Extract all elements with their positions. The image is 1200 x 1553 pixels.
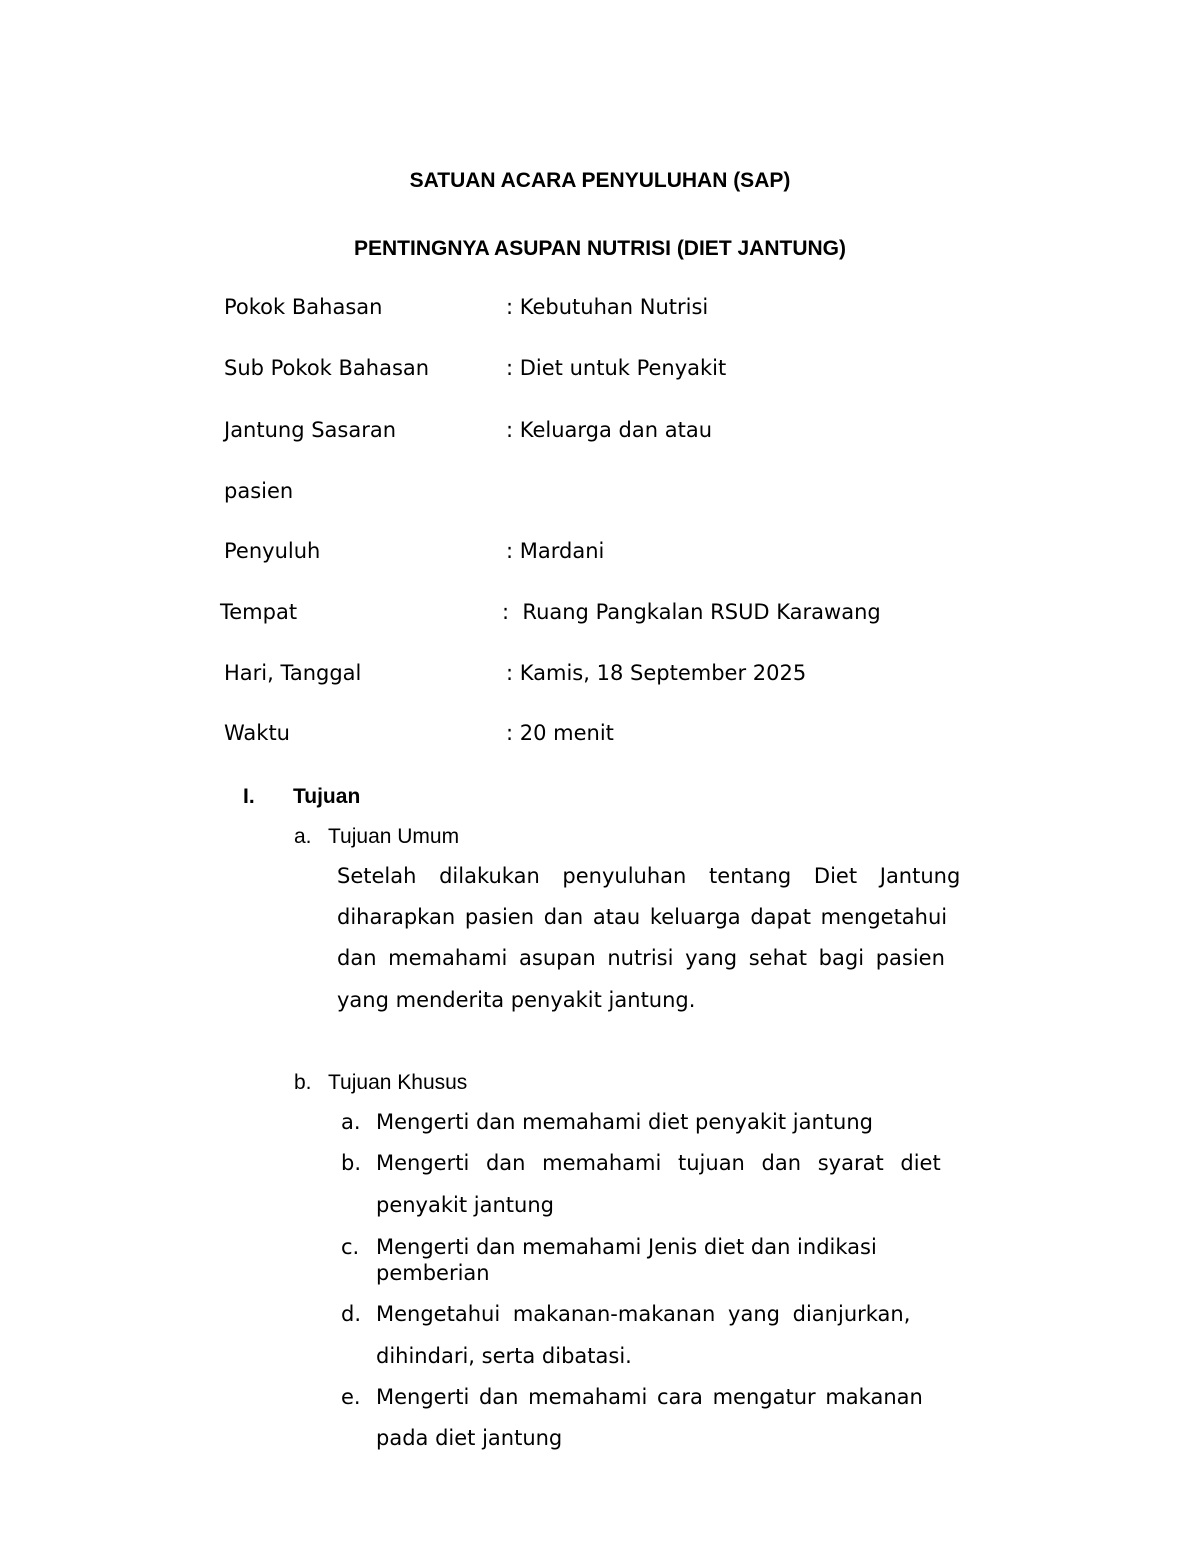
document-subtitle: PENTINGNYA ASUPAN NUTRISI (DIET JANTUNG) xyxy=(354,237,846,260)
umum-line-3: dan memahami asupan nutrisi yang sehat bagi pasien xyxy=(337,946,945,970)
info-label-pasien: pasien xyxy=(224,479,294,503)
khusus-item-e-marker: e. xyxy=(341,1385,361,1409)
khusus-marker: b. xyxy=(294,1071,312,1094)
khusus-item-a-line-1: Mengerti dan memahami diet penyakit jantung xyxy=(376,1110,873,1134)
khusus-item-e-line-1: Mengerti dan memahami cara mengatur makanan xyxy=(376,1385,923,1409)
khusus-item-a-marker: a. xyxy=(341,1110,361,1134)
section-title: Tujuan xyxy=(293,785,361,808)
khusus-title: Tujuan Khusus xyxy=(328,1071,468,1094)
info-value-hari-tanggal: : Kamis, 18 September 2025 xyxy=(506,661,807,685)
khusus-item-c-line-1: Mengerti dan memahami Jenis diet dan indikasi xyxy=(376,1235,877,1259)
section-numeral: I. xyxy=(243,785,255,808)
umum-title: Tujuan Umum xyxy=(328,825,460,848)
info-label-penyuluh: Penyuluh xyxy=(224,539,321,563)
umum-marker: a. xyxy=(294,825,312,848)
info-value-sasaran: : Keluarga dan atau xyxy=(506,418,713,442)
khusus-item-b-marker: b. xyxy=(341,1151,362,1175)
info-value-penyuluh: : Mardani xyxy=(506,539,605,563)
umum-line-2: diharapkan pasien dan atau keluarga dapat mengetahui xyxy=(337,905,948,929)
info-value-waktu: : 20 menit xyxy=(506,721,614,745)
document-title: SATUAN ACARA PENYULUHAN (SAP) xyxy=(409,169,791,192)
info-label-waktu: Waktu xyxy=(224,721,290,745)
info-value-tempat: : Ruang Pangkalan RSUD Karawang xyxy=(502,600,881,624)
umum-line-1 xyxy=(337,864,1032,888)
info-label-hari-tanggal: Hari, Tanggal xyxy=(224,661,362,685)
info-label-pokok-bahasan: Pokok Bahasan xyxy=(224,295,383,319)
info-label-tempat: Tempat xyxy=(220,600,298,624)
khusus-item-c-line-2: pemberian xyxy=(376,1261,490,1285)
khusus-item-d-marker: d. xyxy=(341,1302,362,1326)
khusus-item-d-line-2: dihindari, serta dibatasi. xyxy=(376,1344,632,1368)
info-value-sub-pokok-bahasan: : Diet untuk Penyakit xyxy=(506,356,727,380)
info-value-pokok-bahasan: : Kebutuhan Nutrisi xyxy=(506,295,709,319)
umum-line-4: yang menderita penyakit jantung. xyxy=(337,988,696,1012)
umum-line-1-text: Setelah dilakukan penyuluhan tentang Diet Jantung xyxy=(337,864,961,888)
info-label-sub-pokok-bahasan: Sub Pokok Bahasan xyxy=(224,356,430,380)
info-label-sasaran: Jantung Sasaran xyxy=(224,418,397,442)
khusus-item-d-line-1: Mengetahui makanan-makanan yang dianjurkan, xyxy=(376,1302,911,1326)
khusus-item-e-line-2: pada diet jantung xyxy=(376,1426,563,1450)
khusus-item-b-line-2: penyakit jantung xyxy=(376,1193,554,1217)
khusus-item-b-line-1: Mengerti dan memahami tujuan dan syarat diet xyxy=(376,1151,941,1175)
khusus-item-c-marker: c. xyxy=(341,1235,360,1259)
